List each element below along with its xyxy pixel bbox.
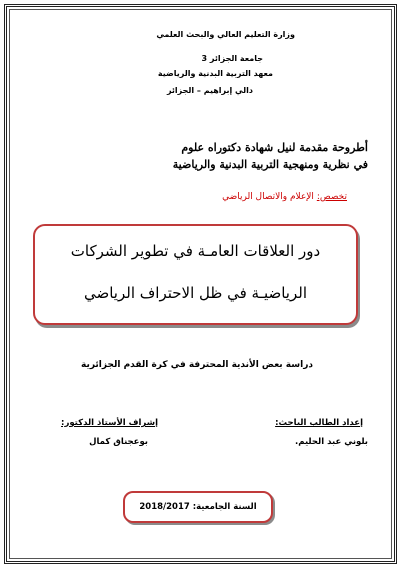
- student-label: إعداد الطالب الباحث:: [275, 418, 363, 428]
- specialty-label: تخصص:: [316, 192, 347, 202]
- thesis-type-line1: أطروحة مقدمة لنيل شهادة دكتوراه علوم: [181, 141, 368, 154]
- academic-year: السنة الجامعية: 2018/2017: [139, 502, 257, 512]
- thesis-title-box: [33, 224, 358, 325]
- university-name: جامعة الجزائر 3: [201, 54, 263, 63]
- specialty: [222, 192, 347, 202]
- thesis-type-line2: في نظرية ومنهجية التربية البدنية والرياضية: [172, 158, 368, 171]
- thesis-title-line2: الرياضيـة في ظل الاحتراف الرياضي: [83, 284, 307, 302]
- specialty-value: الإعلام والاتصال الرياضي: [222, 192, 314, 202]
- supervisor-label: إشراف الأستاذ الدكتور:: [61, 418, 158, 428]
- institute-location: دالي إبراهيم – الجزائر: [166, 86, 253, 95]
- institute-name: معهد التربية البدنية والرياضية: [157, 69, 273, 78]
- study-subtitle: دراسة بعض الأندية المحترفة في كرة القدم الجزائرية: [80, 360, 313, 370]
- thesis-title-line1: دور العلاقات العامـة في تطوير الشركات: [70, 242, 321, 260]
- supervisor-name: بوعجناق كمال: [89, 437, 148, 447]
- ministry-name: وزارة التعليم العالي والبحث العلمي: [156, 30, 295, 39]
- academic-year-box: [123, 491, 273, 523]
- student-name: بلوني عبد الحليم.: [295, 437, 368, 447]
